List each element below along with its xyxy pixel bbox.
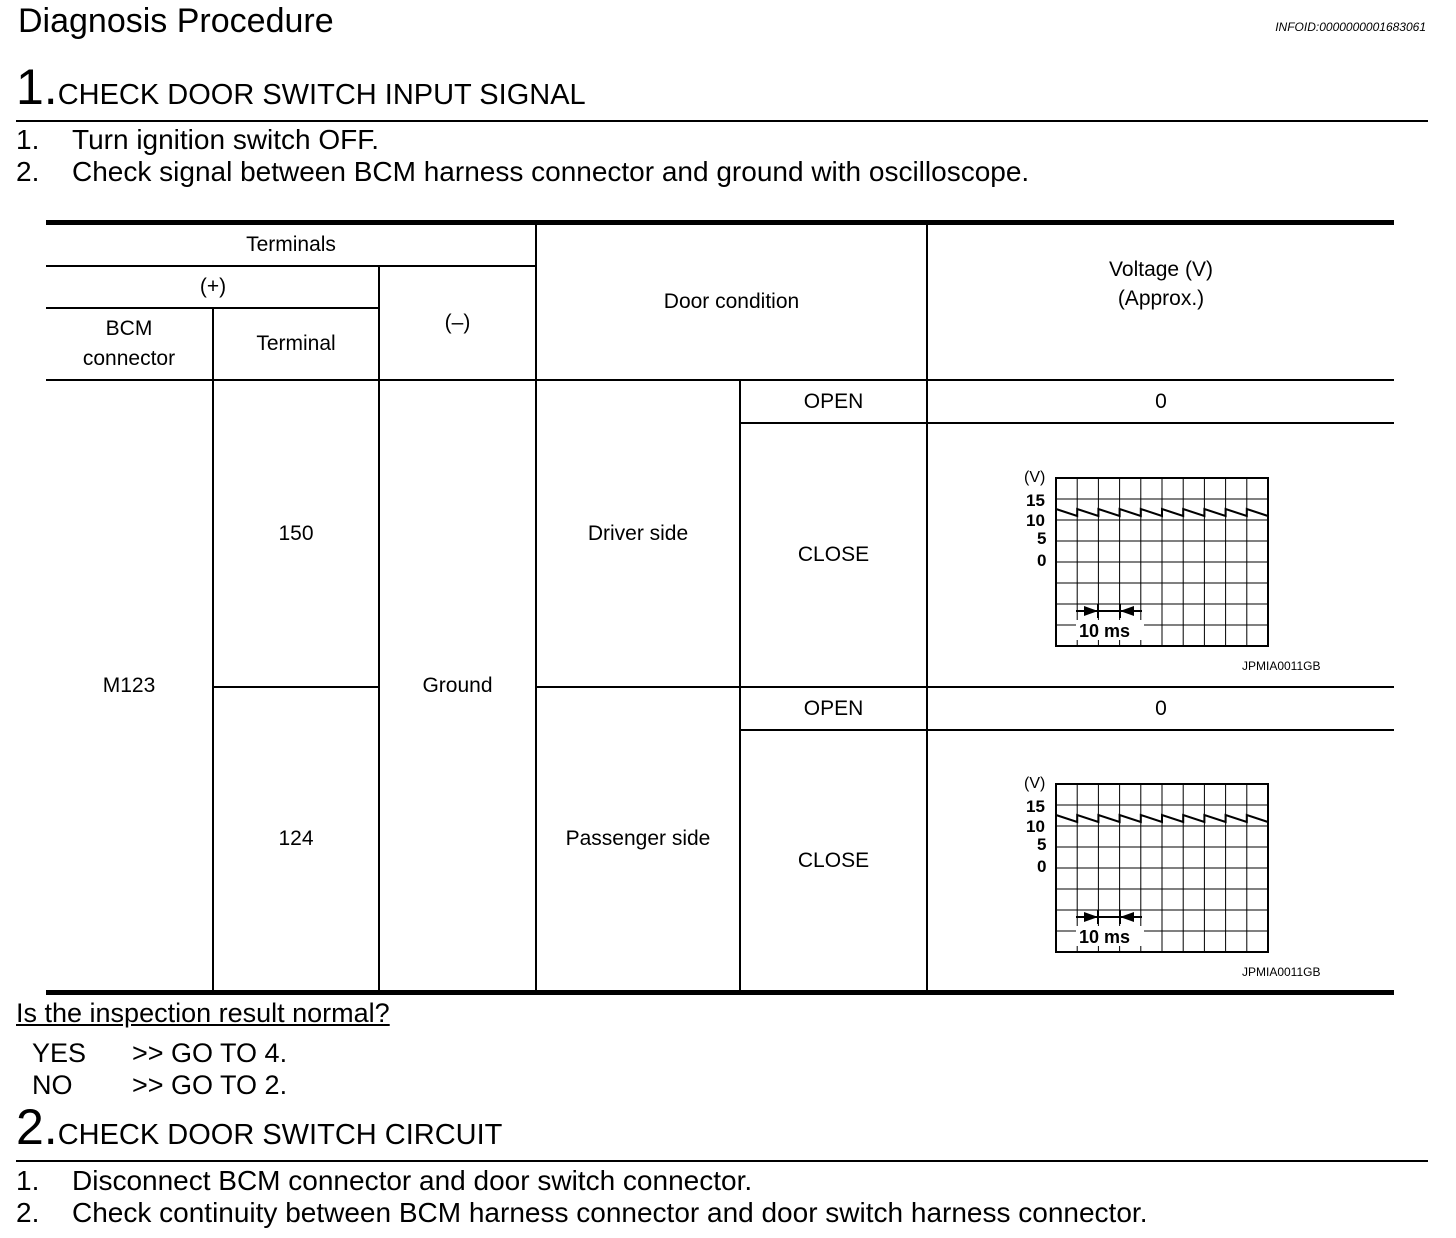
waveform-diagram [1000, 766, 1360, 986]
door-state-cell: OPEN [803, 696, 864, 720]
tick-label: 5 [1037, 529, 1047, 548]
arrow-head [1084, 912, 1098, 922]
table-line [926, 222, 928, 992]
tick-label: 0 [1037, 857, 1047, 876]
inspection-question: Is the inspection result normal? [16, 998, 390, 1028]
unit-label: (V) [1024, 469, 1046, 486]
header-terminals: Terminals [246, 233, 336, 256]
arrow-head [1120, 912, 1134, 922]
timebase-label: 10 ms [1079, 927, 1131, 947]
terminal-cell: 150 [278, 521, 314, 545]
voltage-cell: 0 [1155, 389, 1167, 413]
door-state-cell: OPEN [803, 389, 864, 413]
waveform-trace [1056, 815, 1268, 822]
figure-code: JPMIA0011GB [1242, 965, 1321, 979]
list-item: 2. Check signal between BCM harness connector and ground with oscilloscope. [16, 156, 1030, 187]
arrow-head [1084, 606, 1098, 616]
info-id: INFOID:0000000001683061 [1275, 20, 1426, 34]
voltage-cell: 0 [1155, 696, 1167, 720]
table-bottom-border [46, 990, 1394, 995]
waveform-diagram [1000, 460, 1360, 680]
header-bcm-connector: BCM connector [82, 317, 176, 370]
tick-label: 10 [1026, 511, 1045, 530]
step-2-heading [16, 1099, 503, 1155]
tick-label: 15 [1026, 797, 1045, 816]
header-voltage-approx: (Approx.) [1117, 287, 1205, 310]
door-side-cell: Passenger side [565, 827, 711, 850]
list-item: 1. Turn ignition switch OFF. [16, 124, 380, 155]
door-state-cell: CLOSE [797, 543, 870, 566]
tick-label: 0 [1037, 551, 1047, 570]
step-number: 2. [16, 1099, 58, 1155]
connector-cell: M123 [102, 673, 156, 697]
step-number: 1. [16, 59, 58, 115]
arrow-head [1120, 606, 1134, 616]
header-minus: (–) [444, 311, 471, 334]
door-side-cell: Driver side [587, 521, 689, 545]
list-item: 2. Check continuity between BCM harness connector and door switch harness connector. [16, 1197, 1148, 1228]
step-title: CHECK DOOR SWITCH CIRCUIT [57, 1119, 503, 1151]
door-state-cell: CLOSE [797, 848, 870, 872]
terminal-cell: 124 [278, 827, 314, 850]
divider [16, 1160, 1428, 1162]
header-terminal: Terminal [256, 332, 336, 355]
step-title: CHECK DOOR SWITCH INPUT SIGNAL [57, 79, 586, 111]
answer-yes: YES >> GO TO 4. [32, 1038, 288, 1068]
divider [16, 120, 1428, 122]
step-1-heading [16, 59, 586, 115]
answer-no: NO >> GO TO 2. [32, 1070, 288, 1100]
header-plus: (+) [199, 275, 227, 298]
header-voltage: Voltage (V) [1109, 258, 1213, 281]
list-item: 1. Disconnect BCM connector and door switch connector. [16, 1165, 753, 1196]
timebase-label: 10 ms [1079, 621, 1131, 641]
ground-cell: Ground [422, 673, 493, 697]
tick-label: 10 [1026, 817, 1045, 836]
tick-label: 15 [1026, 491, 1045, 510]
header-door-condition: Door condition [663, 290, 800, 313]
waveform-trace [1056, 509, 1268, 516]
tick-label: 5 [1037, 835, 1047, 854]
unit-label: (V) [1024, 775, 1046, 792]
page-title: Diagnosis Procedure [18, 2, 334, 40]
figure-code: JPMIA0011GB [1242, 659, 1321, 673]
